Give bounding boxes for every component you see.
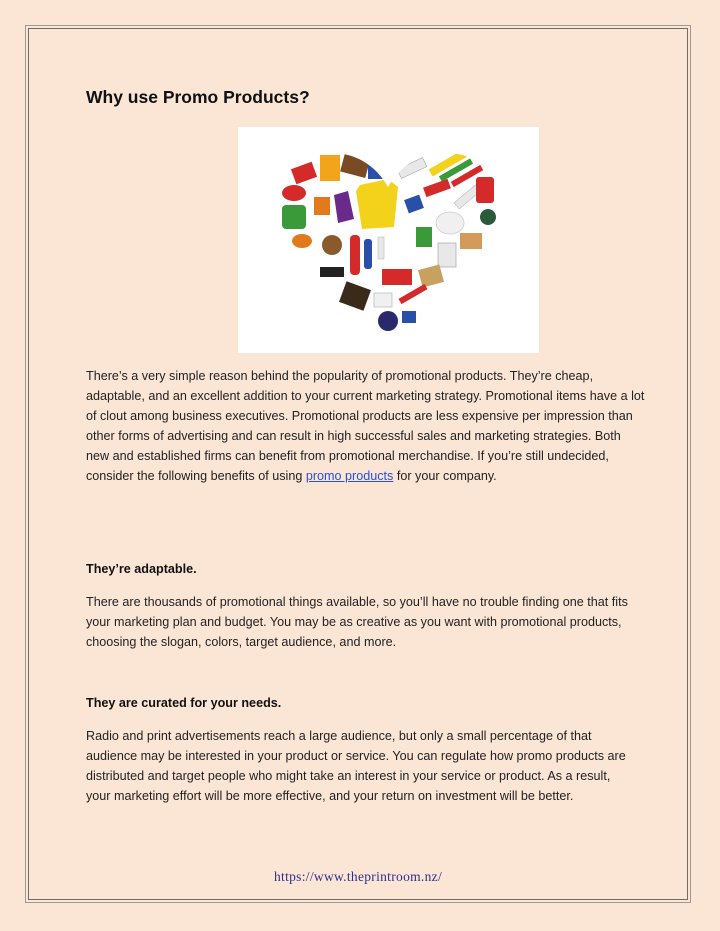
- footer-url[interactable]: https://www.theprintroom.nz/: [273, 869, 442, 884]
- section-heading-adaptable: They’re adaptable.: [86, 562, 197, 576]
- page-title: Why use Promo Products?: [86, 87, 310, 107]
- section-body-curated: Radio and print advertisements reach a large audience, but only a small percentage of that audience may be interested in your product or service. You can regulate how promo products are distributed and target people who might take an interest in your service or product. As a result, your marketing effort will be more effective, and your return on investment will be better.: [86, 729, 626, 803]
- page-frame: [28, 28, 688, 900]
- section-heading-curated: They are curated for your needs.: [86, 696, 282, 710]
- intro-text: There’s a very simple reason behind the popularity of promotional products. They’re cheap, adaptable, and an excellent addition to your current marketing strategy. Promotional items have a lot of clout among business executives. Promotional products are less expensive per impression than other forms of advertising and can result in high successful sales and marketing strategies. Both new and established firms can benefit from promotional merchandise. If you’re still undecided, consider the following benefits of using: [86, 369, 645, 483]
- intro-text-end: for your company.: [393, 469, 497, 483]
- intro-paragraph: [86, 366, 646, 486]
- section-body-adaptable: There are thousands of promotional things available, so you’ll have no trouble finding one that fits your marketing plan and budget. You may be as creative as you want with promotional products, choosing the slogan, colors, target audience, and more.: [86, 595, 628, 649]
- heart-collage-illustration: [238, 127, 539, 353]
- promo-products-link[interactable]: promo products: [305, 469, 394, 483]
- promo-products-heart-image: [238, 127, 539, 353]
